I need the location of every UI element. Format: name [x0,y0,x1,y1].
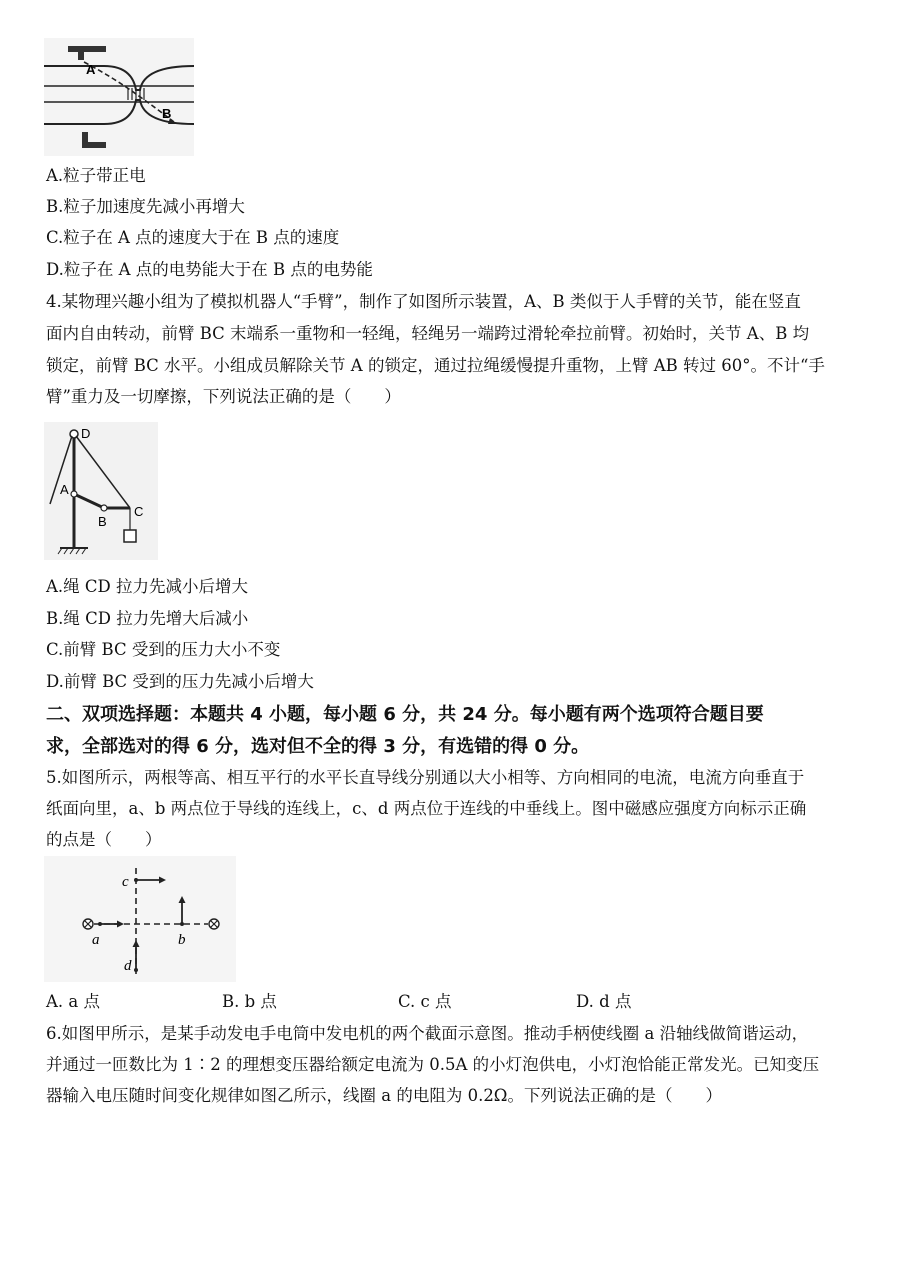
q3-figure-label-a: A [86,62,96,77]
q3-option-d: D.粒子在 A 点的电势能大于在 B 点的电势能 [46,260,373,279]
q5-figure-label-c: c [122,874,129,890]
q4-stem-line-2: 面内自由转动，前臂 BC 末端系一重物和一轻绳，轻绳另一端跨过滑轮牵拉前臂。初始时，关节 A、B 均 [46,324,810,343]
q3-option-b: B.粒子加速度先减小再增大 [46,197,245,216]
q4-stem-line-4: 臂”重力及一切摩擦，下列说法正确的是（ ） [46,387,401,406]
q4-option-b: B.绳 CD 拉力先增大后减小 [46,609,249,628]
q6-stem-line-1: 6.如图甲所示，是某手动发电手电筒中发电机的两个截面示意图。推动手柄使线圈 a 沿轴线做简谐运动， [46,1024,809,1043]
q5-figure-label-a: a [92,932,100,948]
q3-option-c: C.粒子在 A 点的速度大于在 B 点的速度 [46,228,340,247]
q4-figure-label-b: B [98,514,107,529]
q6-stem-line-2: 并通过一匝数比为 1∶2 的理想变压器给额定电流为 0.5A 的小灯泡供电，小灯泡恰能正常发光。已知变压 [46,1055,820,1074]
q5-figure-label-d: d [124,958,132,974]
q5-option-a: A. a 点 [46,992,100,1011]
q4-figure [44,422,158,560]
q4-stem-line-1: 4.某物理兴趣小组为了模拟机器人“手臂”，制作了如图所示装置，A、B 类似于人手臂的关节，能在竖直 [46,292,801,311]
section-2-heading-line-1: 二、双项选择题：本题共 4 小题，每小题 6 分，共 24 分。每小题有两个选项符合题目要 [46,704,764,725]
q5-figure-label-b: b [178,932,186,948]
q4-figure-label-c: C [134,504,144,519]
q4-option-a: A.绳 CD 拉力先减小后增大 [46,577,249,596]
q5-option-c: C. c 点 [398,992,452,1011]
q3-figure-label-b: B [162,106,172,121]
q5-stem-line-1: 5.如图所示，两根等高、相互平行的水平长直导线分别通以大小相等、方向相同的电流，电流方向垂直于 [46,768,805,787]
q6-stem-line-3: 器输入电压随时间变化规律如图乙所示，线圈 a 的电阻为 0.2Ω。下列说法正确的是（ ） [46,1086,722,1105]
q5-stem-line-3: 的点是（ ） [46,830,162,849]
q5-figure [44,856,236,982]
q5-option-d: D. d 点 [576,992,632,1011]
section-2-heading-line-2: 求，全部选对的得 6 分，选对但不全的得 3 分，有选错的得 0 分。 [46,736,590,757]
q4-stem-line-3: 锁定，前臂 BC 水平。小组成员解除关节 A 的锁定，通过拉绳缓慢提升重物，上臂 AB 转过 60°。不计“手 [46,356,825,375]
q4-figure-label-d: D [81,426,91,441]
q5-option-b: B. b 点 [222,992,277,1011]
q3-option-a: A.粒子带正电 [46,166,146,185]
q5-stem-line-2: 纸面向里，a、b 两点位于导线的连线上，c、d 两点位于连线的中垂线上。图中磁感应强度方向标示正确 [46,799,807,818]
q4-option-c: C.前臂 BC 受到的压力大小不变 [46,640,281,659]
q3-figure [44,38,194,156]
q4-figure-label-a: A [60,482,69,497]
q4-option-d: D.前臂 BC 受到的压力先减小后增大 [46,672,314,691]
